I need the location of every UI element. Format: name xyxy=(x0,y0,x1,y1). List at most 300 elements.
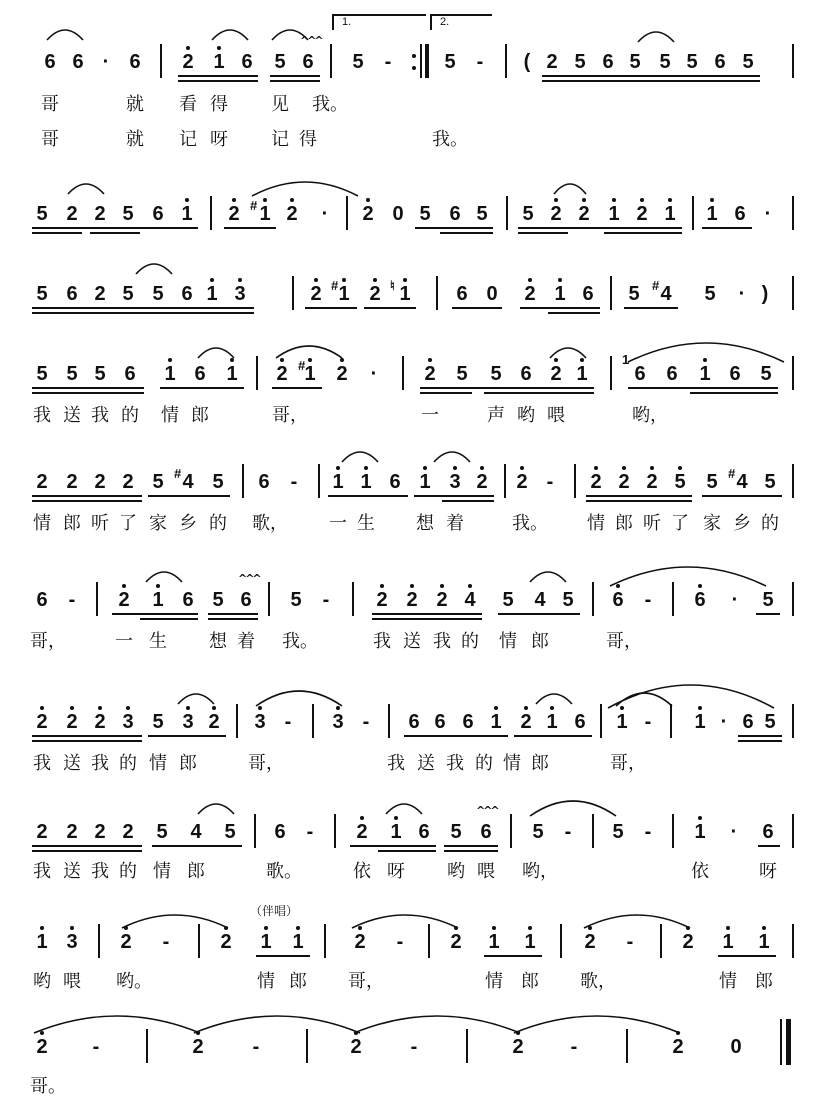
note: 6 xyxy=(36,589,48,611)
lyric: 就 xyxy=(126,129,144,150)
system-7 xyxy=(0,660,819,774)
lyric: 一 xyxy=(329,513,347,534)
beam-line xyxy=(32,850,142,852)
octave-dot xyxy=(428,358,432,362)
tie xyxy=(552,176,588,196)
beam-line xyxy=(420,392,472,394)
lyric: 情 xyxy=(503,753,521,774)
beam-line xyxy=(160,387,244,389)
octave-dot xyxy=(373,278,377,282)
barline xyxy=(792,356,794,390)
note: 5 xyxy=(94,363,106,385)
octave-dot xyxy=(588,926,592,930)
octave-dot xyxy=(616,584,620,588)
tie xyxy=(432,444,472,464)
volta-2-label: 2. xyxy=(440,16,450,28)
octave-dot xyxy=(594,466,598,470)
note: 6 xyxy=(66,283,78,305)
octave-dot xyxy=(296,926,300,930)
system-4 xyxy=(0,312,819,426)
slur xyxy=(528,792,618,818)
note: 2 xyxy=(476,471,488,493)
lyric: 哥 xyxy=(41,94,59,115)
slur xyxy=(32,1007,202,1035)
octave-dot xyxy=(122,584,126,588)
barline xyxy=(346,196,348,230)
beam-line xyxy=(586,495,692,497)
lyric: 想 xyxy=(209,631,227,652)
note: · xyxy=(102,51,110,73)
barline xyxy=(660,924,662,958)
octave-dot xyxy=(668,198,672,202)
note: 5 xyxy=(764,711,776,733)
lyric: 我 xyxy=(91,861,109,882)
note: 3 xyxy=(332,711,344,733)
note: 4 xyxy=(464,589,476,611)
note: 0 xyxy=(392,203,404,225)
lyric: 我。 xyxy=(512,513,548,534)
octave-dot xyxy=(232,198,236,202)
note: 1 xyxy=(259,203,271,225)
lyric: 呀 xyxy=(759,861,777,882)
beam-line xyxy=(702,227,752,229)
slur xyxy=(350,906,460,930)
note: 2 xyxy=(362,203,374,225)
octave-dot xyxy=(640,198,644,202)
note: - xyxy=(476,51,484,73)
note: 3 xyxy=(234,283,246,305)
system-10 xyxy=(0,985,819,1097)
octave-dot xyxy=(156,584,160,588)
lyric: 想 xyxy=(416,513,434,534)
note: - xyxy=(410,1036,418,1058)
note: 2 xyxy=(220,931,232,953)
beam-line xyxy=(152,845,242,847)
octave-dot xyxy=(454,926,458,930)
lyric: 哥， xyxy=(248,753,284,774)
slur xyxy=(582,906,692,930)
note: 6 xyxy=(129,51,141,73)
beam-line xyxy=(484,955,542,957)
lyric: 送 xyxy=(63,405,81,426)
beam-line xyxy=(148,495,230,497)
trill-mark: ^^^ xyxy=(300,34,322,47)
beam-line xyxy=(520,307,600,309)
note: 2 xyxy=(120,931,132,953)
note: 2 xyxy=(182,51,194,73)
note: 5 xyxy=(686,51,698,73)
note: 1 xyxy=(524,931,536,953)
beam-line xyxy=(32,845,142,847)
repeat-barline xyxy=(425,44,429,78)
note: 2 xyxy=(524,283,536,305)
barline xyxy=(672,814,674,848)
note: 6 xyxy=(612,589,624,611)
note: 5 xyxy=(502,589,514,611)
barline xyxy=(504,464,506,498)
beam-line xyxy=(378,850,436,852)
octave-dot xyxy=(380,584,384,588)
note: 1 xyxy=(664,203,676,225)
lyric: 家 xyxy=(149,513,167,534)
lyric: 的 xyxy=(119,861,137,882)
note: 1 xyxy=(608,203,620,225)
lyric: 哟 xyxy=(447,861,465,882)
octave-dot xyxy=(580,358,584,362)
note: - xyxy=(644,711,652,733)
octave-dot xyxy=(314,278,318,282)
lyric: 情 xyxy=(161,405,179,426)
beam-line xyxy=(542,80,760,82)
barline xyxy=(692,196,694,230)
beam-line xyxy=(514,735,592,737)
note: 2 xyxy=(94,203,106,225)
barline xyxy=(436,276,438,310)
octave-dot xyxy=(410,584,414,588)
note: 3 xyxy=(182,711,194,733)
lyric: 见 xyxy=(271,94,289,115)
lyric: 喂 xyxy=(547,405,565,426)
octave-dot xyxy=(468,584,472,588)
lyric: 哥 xyxy=(41,129,59,150)
barline xyxy=(242,464,244,498)
lyric: 喂 xyxy=(63,971,81,992)
lyric: 情 xyxy=(257,971,275,992)
octave-dot xyxy=(550,706,554,710)
note: 2 xyxy=(350,1036,362,1058)
note: 5 xyxy=(456,363,468,385)
octave-dot xyxy=(698,584,702,588)
octave-dot xyxy=(698,706,702,710)
note: 6 xyxy=(72,51,84,73)
note: 5 xyxy=(659,51,671,73)
lyric: 情 xyxy=(499,631,517,652)
lyric: 我 xyxy=(33,861,51,882)
tie xyxy=(384,796,424,816)
lyric: 依 xyxy=(353,861,371,882)
lyric: 我 xyxy=(446,753,464,774)
note: 1 xyxy=(213,51,225,73)
lyric: 哥， xyxy=(610,753,646,774)
octave-dot xyxy=(524,706,528,710)
lyric: 的 xyxy=(121,405,139,426)
note: 5 xyxy=(274,51,286,73)
beam-line xyxy=(32,740,142,742)
beam-line xyxy=(452,307,502,309)
note: 5 xyxy=(36,203,48,225)
lyric: 情 xyxy=(153,861,171,882)
lyric: 我 xyxy=(91,405,109,426)
note: 6 xyxy=(124,363,136,385)
beam-line xyxy=(32,387,144,389)
note: 6 xyxy=(742,711,754,733)
note: - xyxy=(322,589,330,611)
beam-line xyxy=(256,955,310,957)
note: - xyxy=(626,931,634,953)
note: 1 xyxy=(304,363,316,385)
slur xyxy=(352,1007,522,1035)
beam-line xyxy=(414,495,494,497)
barline xyxy=(330,44,332,78)
octave-dot xyxy=(126,706,130,710)
beam-line xyxy=(442,500,494,502)
note: 5 xyxy=(212,471,224,493)
lyric: 我 xyxy=(33,753,51,774)
octave-dot xyxy=(40,1031,44,1035)
note: 4 xyxy=(534,589,546,611)
note: 2 xyxy=(118,589,130,611)
beam-line xyxy=(628,387,778,389)
beam-line xyxy=(178,80,258,82)
beam-line xyxy=(624,307,678,309)
octave-dot xyxy=(366,198,370,202)
note: 5 xyxy=(36,283,48,305)
note: 6 xyxy=(582,283,594,305)
note: 4 xyxy=(660,283,672,305)
note: 6 xyxy=(462,711,474,733)
octave-dot xyxy=(520,466,524,470)
lyric: 哥， xyxy=(606,631,642,652)
note: 5 xyxy=(152,711,164,733)
note: 6 xyxy=(714,51,726,73)
beam-line xyxy=(208,618,258,620)
octave-dot xyxy=(394,816,398,820)
note: · xyxy=(720,711,728,733)
note: · xyxy=(730,821,738,843)
note: 1 xyxy=(616,711,628,733)
slur xyxy=(120,906,230,930)
note: 2 xyxy=(94,821,106,843)
octave-dot xyxy=(358,926,362,930)
repeat-barline xyxy=(420,44,422,78)
lyric: 依 xyxy=(691,861,709,882)
octave-dot xyxy=(698,816,702,820)
lyric: 哥， xyxy=(348,971,384,992)
beam-line xyxy=(444,850,498,852)
note: 6 xyxy=(274,821,286,843)
lyric: 送 xyxy=(403,631,421,652)
note: 5 xyxy=(212,589,224,611)
lyric: 情 xyxy=(33,513,51,534)
barline xyxy=(626,1029,628,1063)
note: 1 xyxy=(576,363,588,385)
lyric: 呀 xyxy=(387,861,405,882)
tie xyxy=(196,340,236,360)
note: - xyxy=(564,821,572,843)
note: 1 xyxy=(360,471,372,493)
lyric: 郎 xyxy=(187,861,205,882)
note: 4 xyxy=(182,471,194,493)
octave-dot xyxy=(554,198,558,202)
octave-dot xyxy=(686,926,690,930)
final-barline-thick xyxy=(786,1019,791,1065)
note: 6 xyxy=(182,589,194,611)
note: 2 xyxy=(208,711,220,733)
lyric: 郎 xyxy=(63,513,81,534)
note: - xyxy=(384,51,392,73)
note: 2 xyxy=(354,931,366,953)
note: 6 xyxy=(456,283,468,305)
octave-dot xyxy=(403,278,407,282)
lyric: 歌。 xyxy=(266,861,302,882)
lyric: 着 xyxy=(237,631,255,652)
beam-line xyxy=(140,618,198,620)
beam-line xyxy=(32,227,198,229)
lyric: 郎 xyxy=(531,631,549,652)
note: 2 xyxy=(546,51,558,73)
barline xyxy=(210,196,212,230)
lyric: 一 xyxy=(421,405,439,426)
beam-line xyxy=(738,740,782,742)
note: 2 xyxy=(94,283,106,305)
repeat-dot xyxy=(412,54,416,58)
note: 5 xyxy=(760,363,772,385)
note: 5 xyxy=(674,471,686,493)
lyric: 得 xyxy=(299,129,317,150)
slur xyxy=(254,682,344,708)
lyric: 情 xyxy=(719,971,737,992)
note: - xyxy=(570,1036,578,1058)
sharp-accidental: # xyxy=(652,278,660,293)
note: 1 xyxy=(206,283,218,305)
note: 2 xyxy=(369,283,381,305)
beam-line xyxy=(208,613,258,615)
lyric: 我 xyxy=(387,753,405,774)
barline xyxy=(574,464,576,498)
slur xyxy=(192,1007,362,1035)
octave-dot xyxy=(620,706,624,710)
note: ) xyxy=(761,283,769,305)
barline xyxy=(96,582,98,616)
note: 1 xyxy=(338,283,350,305)
note: 2 xyxy=(66,471,78,493)
lyric: 呀 xyxy=(210,129,228,150)
octave-dot xyxy=(582,198,586,202)
beam-line xyxy=(498,613,580,615)
octave-dot xyxy=(264,926,268,930)
barline xyxy=(610,276,612,310)
beam-line xyxy=(404,735,508,737)
grace-note: 1 xyxy=(622,352,630,367)
octave-dot xyxy=(196,1031,200,1035)
note: 1 xyxy=(699,363,711,385)
octave-dot xyxy=(290,198,294,202)
octave-dot xyxy=(558,278,562,282)
barline xyxy=(256,356,258,390)
barline xyxy=(268,582,270,616)
note: 4 xyxy=(736,471,748,493)
note: - xyxy=(546,471,554,493)
note: 2 xyxy=(66,711,78,733)
octave-dot xyxy=(516,1031,520,1035)
note: 6 xyxy=(574,711,586,733)
barline xyxy=(306,1029,308,1063)
lyric: 的 xyxy=(209,513,227,534)
lyric: 我。 xyxy=(312,94,348,115)
octave-dot xyxy=(678,466,682,470)
barline xyxy=(388,704,390,738)
note: 1 xyxy=(490,711,502,733)
lyric: 郎 xyxy=(531,753,549,774)
lyric: 的 xyxy=(475,753,493,774)
note: 6 xyxy=(152,203,164,225)
octave-dot xyxy=(40,926,44,930)
note: 1 xyxy=(152,589,164,611)
note: 6 xyxy=(634,363,646,385)
note: - xyxy=(68,589,76,611)
final-barline-thin xyxy=(780,1019,782,1065)
beam-line xyxy=(364,307,416,309)
beam-line xyxy=(32,735,142,737)
note: 5 xyxy=(764,471,776,493)
note: 6 xyxy=(520,363,532,385)
barline xyxy=(792,44,794,78)
lyric: 哥， xyxy=(30,631,66,652)
note: 5 xyxy=(612,821,624,843)
barline xyxy=(428,924,430,958)
note: - xyxy=(644,821,652,843)
barline xyxy=(312,704,314,738)
note: 6 xyxy=(44,51,56,73)
note: 5 xyxy=(156,821,168,843)
octave-dot xyxy=(364,466,368,470)
note: 1 xyxy=(694,711,706,733)
lyric: 的 xyxy=(761,513,779,534)
note: 1 xyxy=(419,471,431,493)
trill-mark: ^^^ xyxy=(238,572,260,585)
octave-dot xyxy=(726,926,730,930)
barline xyxy=(98,924,100,958)
tie xyxy=(548,340,588,360)
beam-line xyxy=(444,845,498,847)
octave-dot xyxy=(280,358,284,362)
sharp-accidental: # xyxy=(174,466,182,481)
octave-dot xyxy=(263,198,267,202)
lyric: 哟 xyxy=(517,405,535,426)
octave-dot xyxy=(186,46,190,50)
lyric: 看 xyxy=(179,94,197,115)
octave-dot xyxy=(612,198,616,202)
lyric: 哥， xyxy=(272,405,308,426)
note: 2 xyxy=(122,471,134,493)
lyric: 喂 xyxy=(477,861,495,882)
octave-dot xyxy=(124,926,128,930)
octave-dot xyxy=(342,278,346,282)
note: 2 xyxy=(436,589,448,611)
lyric: 乡 xyxy=(179,513,197,534)
lyric: 记 xyxy=(179,129,197,150)
barline xyxy=(792,582,794,616)
octave-dot xyxy=(98,706,102,710)
note: 2 xyxy=(578,203,590,225)
beam-line xyxy=(270,80,320,82)
barline xyxy=(198,924,200,958)
barline xyxy=(592,814,594,848)
note: 1 xyxy=(260,931,272,953)
sharp-accidental: # xyxy=(250,198,258,213)
note: 5 xyxy=(574,51,586,73)
beam-line xyxy=(415,227,493,229)
note: 5 xyxy=(742,51,754,73)
tie xyxy=(144,564,184,584)
octave-dot xyxy=(40,706,44,710)
tie xyxy=(528,564,568,584)
note: 1 xyxy=(390,821,402,843)
note: 2 xyxy=(192,1036,204,1058)
beam-line xyxy=(372,618,482,620)
lyric: 我 xyxy=(33,405,51,426)
note: 5 xyxy=(66,363,78,385)
